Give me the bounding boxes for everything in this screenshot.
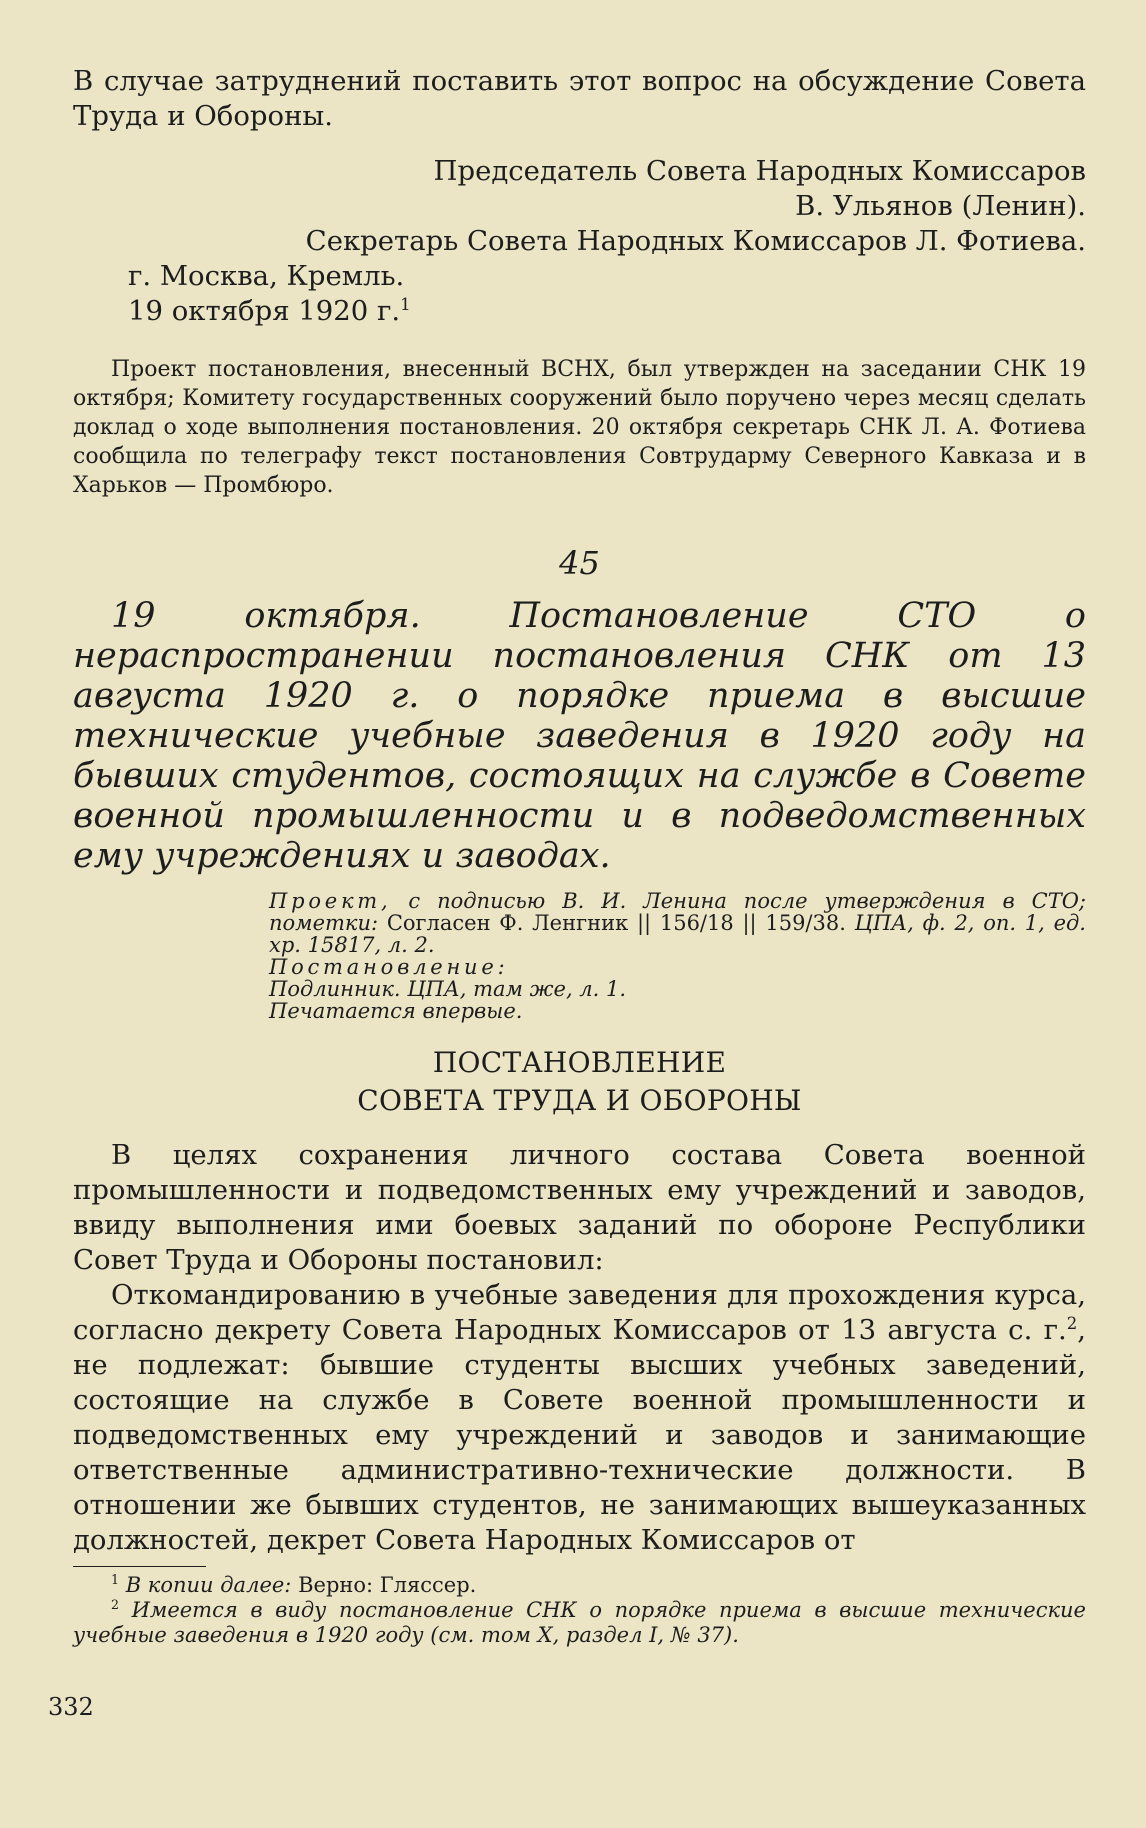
document-title: 19 октября. Постановление СТО о нераспространении постановления СНК от 13 августа 1920 г. о порядке приема в высшие технические учебные заведения в 1920 году на бывших студентов, состоящих на службе в Совете военной промышленности и в подведомственных ему учреждениях и заводах. bbox=[73, 596, 1086, 876]
footnote-2 bbox=[73, 1598, 1086, 1648]
project-label: Проект, bbox=[269, 889, 392, 913]
footnote-divider bbox=[73, 1566, 206, 1567]
top-paragraph: В случае затруднений поставить этот вопрос на обсуждение Совета Труда и Обороны. bbox=[73, 65, 1086, 132]
project-archive: ЦПА, ф. 2, оп. 1, ед. хр. 15817, л. 2. bbox=[269, 911, 1086, 957]
resolution-label: Постановление: bbox=[269, 955, 509, 979]
editorial-note: Проект постановления, внесенный ВСНХ, был утвержден на заседании СНК 19 октября; Комитету государственных сооружений было поручено через месяц сделать доклад о ходе выполнения постановления. 20 октября секретарь СНК Л. А. Фотиева сообщила по телеграфу текст постановления Совтрударму Северного Кавказа и в Харьков — Промбюро. bbox=[73, 357, 1086, 498]
date-text: 19 октября 1920 г. bbox=[128, 295, 401, 327]
resolution-body bbox=[73, 1138, 1086, 1558]
body-paragraph-2-b: , не подлежат: бывшие студенты высших учебных заведений, состоящие на службе в Совете военной промышленности и подведомственных ему учреждений и заводов и занимающие ответственные административно-технические должности. В отношении же бывших студентов, не занимающих вышеуказанных должностей, декрет Совета Народных Комиссаров от bbox=[73, 1314, 1086, 1556]
body-paragraph-2-a: Откомандированию в учебные заведения для прохождения курса, согласно декрету Совета Народных Комиссаров от 13 августа с. г. bbox=[73, 1279, 1086, 1346]
footnote-ref-2: 2 bbox=[1066, 1313, 1078, 1333]
page-number: 332 bbox=[48, 1693, 94, 1721]
footnotes bbox=[73, 1573, 1086, 1648]
signature-block bbox=[73, 154, 1086, 329]
place-line: г. Москва, Кремль. bbox=[128, 260, 405, 292]
source-project bbox=[269, 890, 1086, 956]
project-desc: с подписью В. И. Ленина после утверждения в СТО; пометки: bbox=[269, 889, 1086, 935]
footnote-1-label: В копии далее: bbox=[125, 1573, 292, 1597]
date-line bbox=[73, 294, 1086, 329]
chair-name: В. Ульянов (Ленин). bbox=[795, 190, 1086, 222]
resolution-heading bbox=[73, 1044, 1086, 1120]
secretary-signature: Секретарь Совета Народных Комиссаров Л. Фотиева. bbox=[305, 225, 1086, 257]
source-original: Подлинник. ЦПА, там же, л. 1. bbox=[269, 977, 627, 1001]
footnote-2-number: 2 bbox=[111, 1597, 120, 1612]
footnote-1-text: Верно: Гляссер. bbox=[298, 1573, 477, 1597]
resolution-heading-line1: ПОСТАНОВЛЕНИЕ bbox=[432, 1046, 727, 1079]
footnote-1 bbox=[73, 1573, 1086, 1598]
resolution-heading-line2: СОВЕТА ТРУДА И ОБОРОНЫ bbox=[357, 1084, 802, 1117]
footnote-ref-1: 1 bbox=[400, 294, 411, 314]
body-paragraph-1: В целях сохранения личного состава Совета военной промышленности и подведомственных ему учреждений и заводов, ввиду выполнения ими боевых заданий по обороне Республики Совет Труда и Обороны постановил: bbox=[73, 1139, 1086, 1276]
main-text bbox=[73, 64, 1086, 329]
chair-title: Председатель Совета Народных Комиссаров bbox=[433, 155, 1086, 187]
document-number: 45 bbox=[559, 544, 600, 582]
body-paragraph-2 bbox=[73, 1278, 1086, 1558]
footnote-1-number: 1 bbox=[111, 1572, 120, 1587]
footnote-2-text: Имеется в виду постановление СНК о порядке приема в высшие технические учебные заведения в 1920 году (см. том X, раздел I, № 37). bbox=[73, 1598, 1086, 1647]
sources-block bbox=[73, 890, 1086, 1022]
project-marks: Согласен Ф. Ленгник || 156/18 || 159/38. bbox=[386, 911, 846, 935]
first-print: Печатается впервые. bbox=[269, 999, 523, 1023]
